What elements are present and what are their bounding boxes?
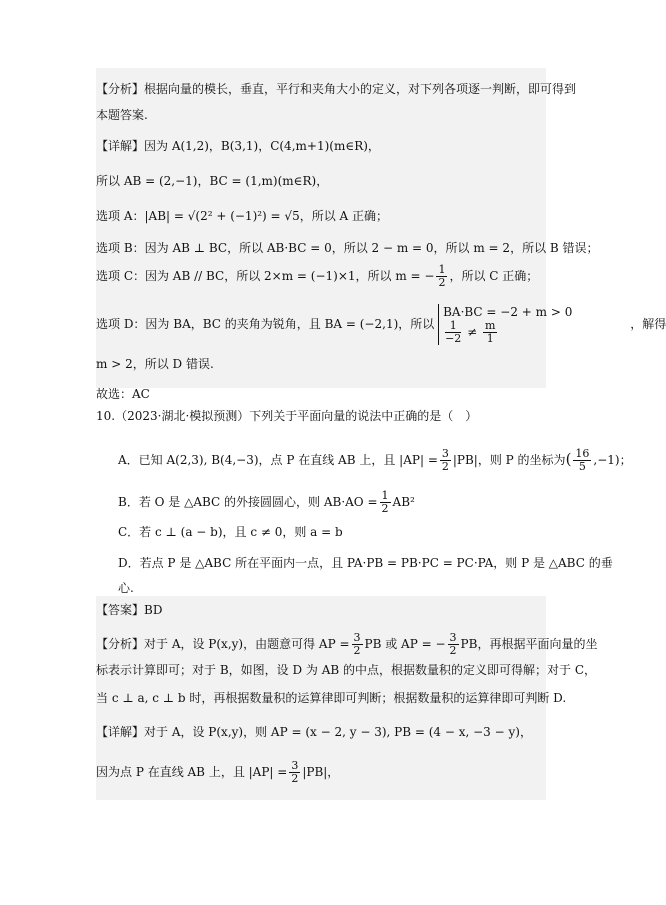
- option-d-system-eq2: $\frac{1}{-2}$ ≠ $\frac{m}{1}$: [445, 319, 496, 345]
- vector-values: 所以 AB = (2,−1)，BC = (1,m)(m∈R)，: [96, 174, 329, 188]
- solution-block-1: [96, 68, 666, 401]
- question-stem: 10.（2023·湖北·模拟预测）下列关于平面向量的说法中正确的是（ ）: [96, 409, 478, 423]
- question-option-d: D．若点 P 是 △ABC 所在平面内一点，且 PA·PB = PB·PC = PC·PA，则 P 是 △ABC 的垂: [118, 556, 613, 570]
- question-option-d-cont: 心.: [118, 581, 134, 595]
- option-d-post: ，解得: [630, 317, 666, 331]
- option-a-analysis: 选项 A：|AB| = √(2² + (−1)²) = √5，所以 A 正确；: [96, 209, 388, 223]
- analysis-line-2: 标表示计算即可；对于 B，如图，设 D 为 AB 的中点，根据数量积的定义即可得解；对于 C，: [96, 663, 596, 677]
- option-b-analysis: 选项 B：因为 AB ⊥ BC，所以 AB·BC = 0，所以 2 − m = 0，所以 m = 2，所以 B 错误；: [96, 241, 599, 255]
- analysis-text: 【分析】根据向量的模长，垂直，平行和夹角大小的定义，对下列各项逐一判断，即可得到: [96, 82, 577, 96]
- question-option-a: A．已知 A(2,3), B(4,−3)，点 P 在直线 AB 上，且 |AP| = $\frac{3}{2}$ |PB|，则 P 的坐标为( $\frac{16}{5}$ ,−1)；: [118, 447, 632, 473]
- option-d-analysis: [96, 304, 666, 345]
- question-option-c: C．若 c ⊥ (a − b)，且 c ≠ 0，则 a = b: [118, 525, 343, 539]
- option-d-cont: m > 2，所以 D 错误.: [96, 357, 214, 371]
- detail-line-2: 因为点 P 在直线 AB 上，且 |AP| = $\frac{3}{2}$ |PB|，: [96, 759, 340, 785]
- detail-intro: 【详解】因为 A(1,2)，B(3,1)，C(4,m+1)(m∈R)，: [96, 139, 380, 153]
- option-d-system-eq1: BA·BC = −2 + m > 0: [443, 305, 573, 319]
- option-c-analysis: [96, 264, 538, 289]
- option-c-pre: 选项 C：因为 AB // BC，所以 2×m = (−1)×1，所以 m = −: [96, 269, 435, 283]
- choice-text: 故选：AC: [96, 387, 150, 401]
- solution-block-2: [96, 596, 598, 800]
- analysis-line-3: 当 c ⊥ a, c ⊥ b 时，再根据数量积的运算律即可判断；根据数量积的运算律即可判断 D.: [96, 691, 567, 705]
- option-c-post: ，所以 C 正确；: [449, 269, 539, 283]
- detail-line-1: 【详解】对于 A，设 P(x,y)，则 AP = (x − 2, y − 3), PB = (4 − x, −3 − y)，: [96, 725, 532, 739]
- analysis-cont: 本题答案.: [96, 108, 148, 122]
- answer-text: 【答案】BD: [96, 603, 163, 617]
- option-d-pre: 选项 D：因为 BA，BC 的夹角为锐角，且 BA = (−2,1)，所以: [96, 317, 435, 331]
- analysis-line-1: 【分析】对于 A，设 P(x,y)，由题意可得 AP = $\frac{3}{2}$ PB 或 AP = − $\frac{3}{2}$ PB，再根据平面向量的坐: [96, 631, 598, 657]
- option-d-system: [438, 304, 572, 345]
- option-c-fraction: $\frac{1}{2}$: [438, 263, 446, 289]
- question-option-b: B．若 O 是 △ABC 的外接圆圆心，则 AB·AO = $\frac{1}{2}$ AB²: [118, 489, 415, 515]
